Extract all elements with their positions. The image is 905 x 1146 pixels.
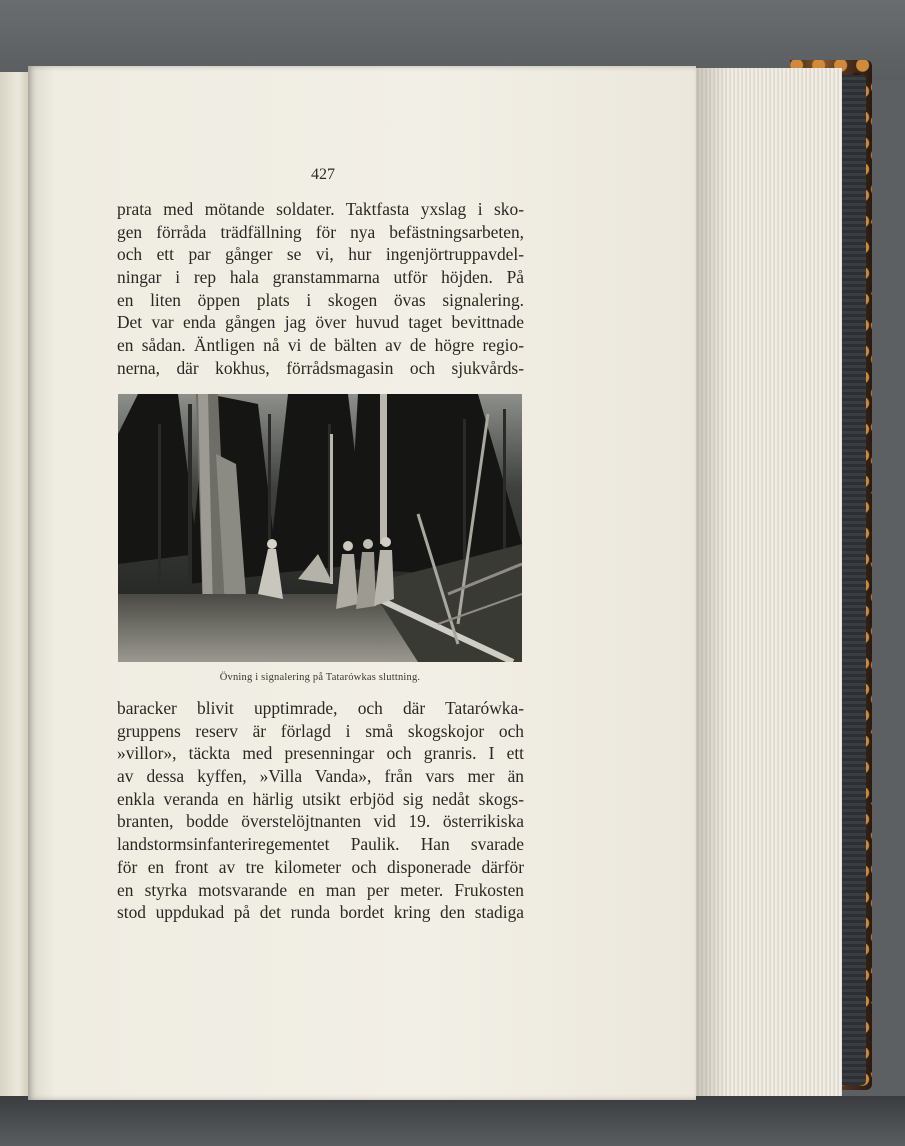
text-line: en styrka motsvarande en man per meter. Frukosten [117, 879, 524, 900]
page-number: 427 [311, 166, 335, 183]
text-line: stod uppdukad på det runda bordet kring den stadiga [117, 902, 524, 923]
left-page-edge [0, 72, 30, 1097]
text-line: enkla veranda en härlig utsikt erbjöd sig nedåt skogs- [117, 788, 524, 809]
text-line: för en front av tre kilometer och disponerade därför [117, 856, 524, 877]
forest-photo-illustration [118, 394, 522, 662]
text-line: och ett par gånger se vi, hur ingenjörtruppavdel- [117, 244, 524, 265]
text-line: av dessa kyffen, »Villa Vanda», från vars mer än [117, 766, 524, 787]
text-line: »villor», täckta med presenningar och granris. I ett [117, 743, 524, 764]
page-stack-shadow [692, 68, 728, 1098]
text-line: prata med mötande soldater. Taktfasta yxslag i sko- [117, 199, 524, 219]
paragraph-bottom [117, 697, 524, 924]
text-line: Det var enda gången jag över huvud taget bevittnade [117, 312, 524, 333]
figure-caption: Övning i signalering på Tatarówkas sluttning. [219, 672, 421, 683]
bottom-backdrop [0, 1096, 905, 1146]
text-line: ningar i rep hala granstammarna utför höjden. På [117, 267, 524, 288]
text-line: en sådan. Äntligen nå vi de bälten av de högre regio- [117, 335, 524, 356]
text-line: landstormsinfanteriregementet Paulik. Han svarade [117, 834, 524, 855]
text-line: baracker blivit upptimrade, och där Tatarówka- [117, 698, 524, 718]
text-line: en liten öppen plats i skogen övas signalering. [117, 289, 524, 310]
forest-photograph [118, 394, 522, 662]
paragraph-top [117, 198, 524, 380]
text-line: gen förråda trädfällning för nya befästningsarbeten, [117, 221, 524, 242]
text-line: gruppens reserv är förlagd i små skogskojor och [117, 720, 524, 741]
text-line: nerna, där kokhus, förrådsmagasin och sjukvårds- [117, 357, 524, 378]
text-line: branten, bodde överstelöjtnanten vid 19. österrikiska [117, 811, 524, 832]
